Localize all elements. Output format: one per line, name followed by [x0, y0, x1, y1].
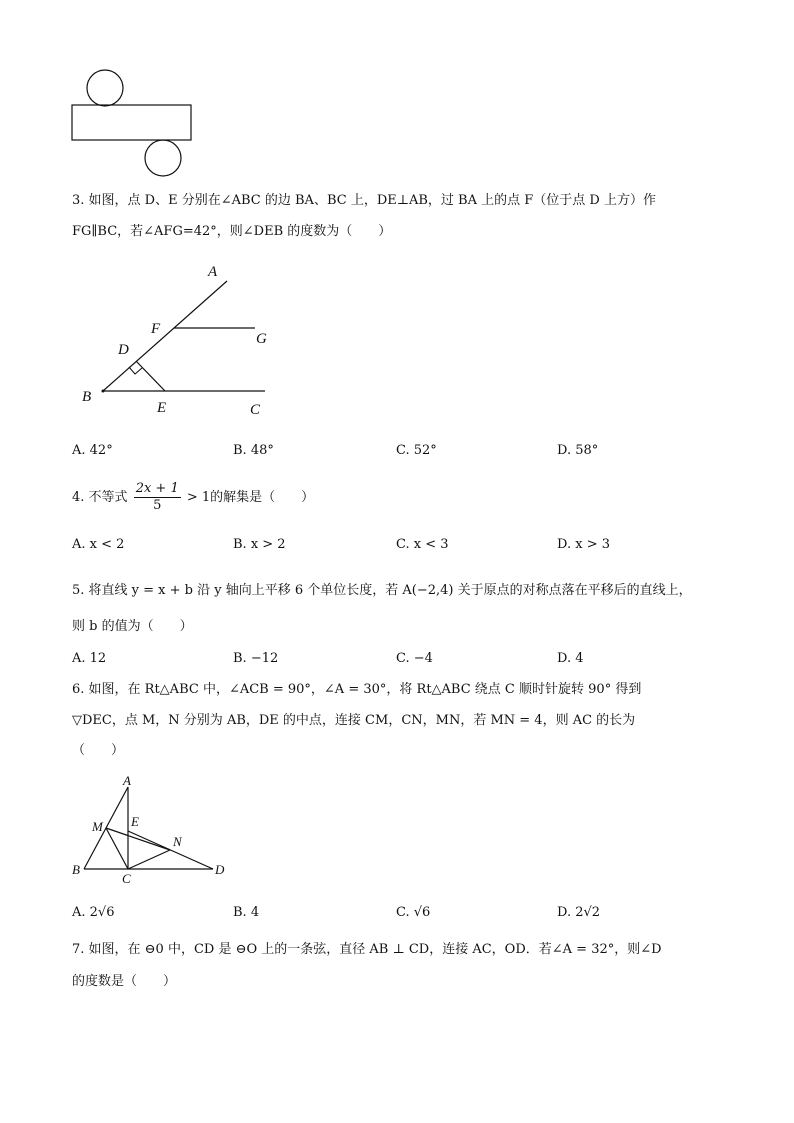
- q3-option-a[interactable]: A. 42°: [72, 443, 113, 458]
- q6-option-d[interactable]: D. 2√2: [557, 905, 601, 920]
- q5-stem-line2: 则 b 的值为（ ）: [72, 619, 193, 634]
- q3-label-d: D: [118, 342, 129, 358]
- q5-stem-line1: 5. 将直线 y = x + b 沿 y 轴向上平移 6 个单位长度，若 A(−2,4) 关于原点的对称点落在平移后的直线上，: [72, 583, 692, 598]
- q3-label-e: E: [157, 400, 167, 416]
- q3-label-a: A: [208, 264, 218, 280]
- q7-stem-line2: 的度数是（ ）: [72, 974, 177, 989]
- q5-option-b[interactable]: B. −12: [233, 651, 279, 666]
- q6-stem-line1: 6. 如图，在 Rt△ABC 中，∠ACB = 90°，∠A = 30°，将 Rt△ABC 绕点 C 顺时针旋转 90° 得到: [72, 682, 642, 697]
- q3-option-c[interactable]: C. 52°: [396, 443, 437, 458]
- q3-option-d[interactable]: D. 58°: [557, 443, 599, 458]
- q4-option-a[interactable]: A. x < 2: [72, 537, 125, 552]
- q4-option-d[interactable]: D. x > 3: [557, 537, 610, 552]
- q6-option-a[interactable]: A. 2√6: [72, 905, 115, 920]
- q6-option-b[interactable]: B. 4: [233, 905, 260, 920]
- q3-label-c: C: [250, 402, 261, 418]
- q3-label-g: G: [256, 331, 267, 347]
- q4-fraction-denominator: 5: [153, 498, 162, 513]
- q6-label-b: B: [72, 862, 80, 877]
- q6-label-d: D: [215, 862, 225, 877]
- q6-label-a: A: [123, 773, 131, 788]
- q5-option-c[interactable]: C. −4: [396, 651, 433, 666]
- q6-label-m: M: [92, 819, 103, 834]
- q3-stem-line1: 3. 如图，点 D、E 分别在∠ABC 的边 BA、BC 上，DE⊥AB，过 BA 上的点 F（位于点 D 上方）作: [72, 193, 656, 208]
- q4-fraction-numerator: 2x + 1: [135, 481, 179, 496]
- q5-option-a[interactable]: A. 12: [72, 651, 107, 666]
- q4-prefix: 4. 不等式: [72, 490, 128, 505]
- q3-stem-line2: FG∥BC，若∠AFG=42°，则∠DEB 的度数为（ ）: [72, 224, 392, 239]
- q7-stem-line1: 7. 如图，在 ⊖0 中，CD 是 ⊖O 上的一条弦，直径 AB ⊥ CD，连接 AC，OD．若∠A = 32°，则∠D: [72, 942, 662, 957]
- q6-option-c[interactable]: C. √6: [396, 905, 431, 920]
- q5-option-d[interactable]: D. 4: [557, 651, 584, 666]
- q6-stem-line3: （ ）: [72, 743, 125, 758]
- q4-option-c[interactable]: C. x < 3: [396, 537, 449, 552]
- q6-label-c: C: [122, 871, 131, 886]
- q4-option-b[interactable]: B. x > 2: [233, 537, 286, 552]
- q6-label-e: E: [131, 814, 139, 829]
- q6-label-n: N: [173, 834, 182, 849]
- q3-label-b: B: [82, 389, 92, 405]
- q3-label-f: F: [151, 321, 161, 337]
- q6-stem-line2: ▽DEC，点 M，N 分别为 AB，DE 的中点，连接 CM，CN，MN，若 MN = 4，则 AC 的长为: [72, 713, 636, 728]
- q4-suffix: > 1的解集是（ ）: [186, 490, 315, 505]
- q3-option-b[interactable]: B. 48°: [233, 443, 274, 458]
